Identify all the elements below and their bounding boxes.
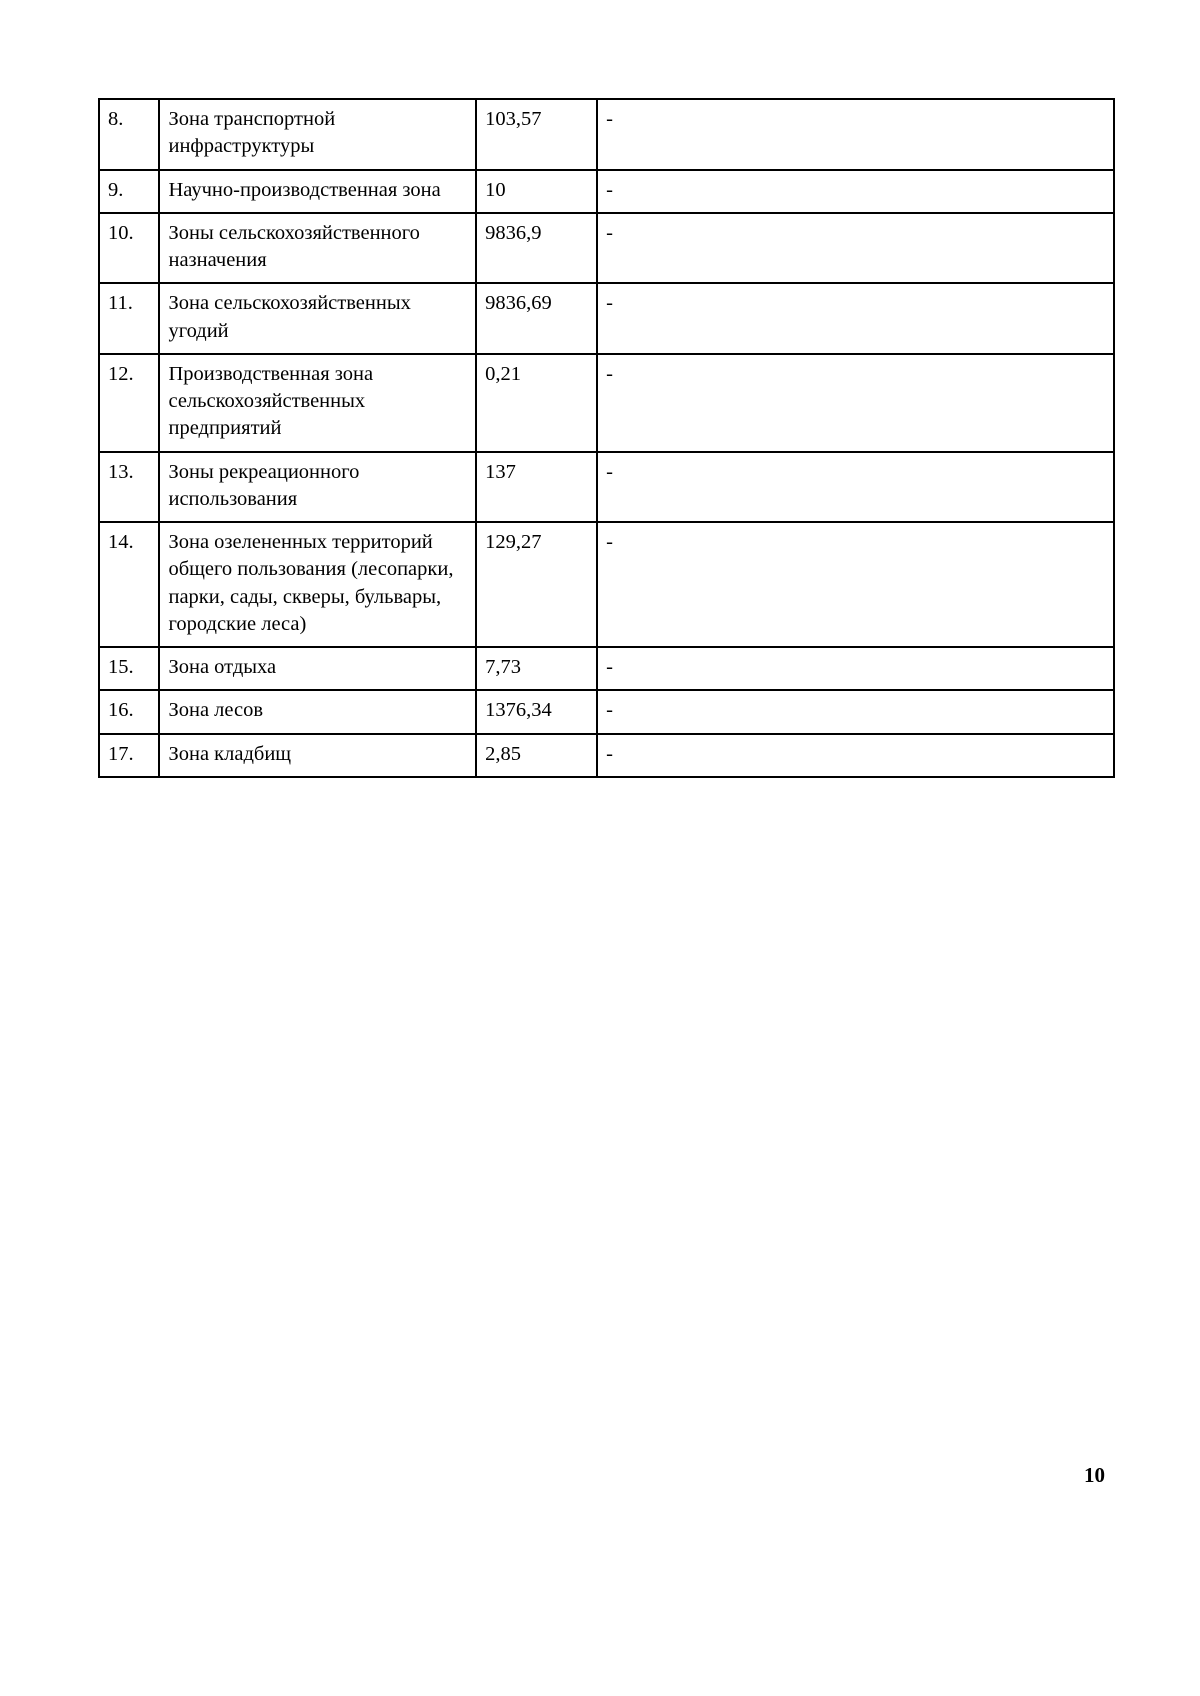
- row-note: -: [597, 213, 1114, 284]
- row-value: 1376,34: [476, 690, 597, 733]
- row-number: 10.: [99, 213, 159, 284]
- row-number: 9.: [99, 170, 159, 213]
- row-number: 12.: [99, 354, 159, 452]
- row-number: 13.: [99, 452, 159, 523]
- row-name: Научно-производственная зона: [159, 170, 476, 213]
- row-name: Зона сельскохозяйственных угодий: [159, 283, 476, 354]
- row-note: -: [597, 690, 1114, 733]
- row-name: Зона кладбищ: [159, 734, 476, 777]
- row-note: -: [597, 283, 1114, 354]
- table-row: [99, 354, 1114, 452]
- zones-table-body: [99, 99, 1114, 777]
- row-number: 16.: [99, 690, 159, 733]
- row-value: 10: [476, 170, 597, 213]
- row-note: -: [597, 452, 1114, 523]
- table-row: [99, 170, 1114, 213]
- row-name: Зоны рекреационного использования: [159, 452, 476, 523]
- row-value: 7,73: [476, 647, 597, 690]
- row-name: Зона транспортной инфраструктуры: [159, 99, 476, 170]
- row-value: 2,85: [476, 734, 597, 777]
- row-note: -: [597, 99, 1114, 170]
- row-note: -: [597, 170, 1114, 213]
- row-name: Зоны сельскохозяйственного назначения: [159, 213, 476, 284]
- row-name: Зона озелененных территорий общего пользования (лесопарки, парки, сады, скверы, бульвары, городские леса): [159, 522, 476, 647]
- table-row: [99, 522, 1114, 647]
- table-row: [99, 647, 1114, 690]
- zones-table: [98, 98, 1115, 778]
- row-name: Зона отдыха: [159, 647, 476, 690]
- row-name: Производственная зона сельскохозяйственных предприятий: [159, 354, 476, 452]
- row-number: 11.: [99, 283, 159, 354]
- table-row: [99, 99, 1114, 170]
- table-row: [99, 213, 1114, 284]
- row-number: 14.: [99, 522, 159, 647]
- row-value: 137: [476, 452, 597, 523]
- row-note: -: [597, 647, 1114, 690]
- row-note: -: [597, 522, 1114, 647]
- table-row: [99, 734, 1114, 777]
- row-number: 17.: [99, 734, 159, 777]
- page-number: 10: [1084, 1463, 1105, 1487]
- row-note: -: [597, 734, 1114, 777]
- row-value: 103,57: [476, 99, 597, 170]
- row-number: 15.: [99, 647, 159, 690]
- row-value: 9836,69: [476, 283, 597, 354]
- row-value: 9836,9: [476, 213, 597, 284]
- table-row: [99, 283, 1114, 354]
- row-note: -: [597, 354, 1114, 452]
- row-number: 8.: [99, 99, 159, 170]
- row-value: 0,21: [476, 354, 597, 452]
- row-value: 129,27: [476, 522, 597, 647]
- table-row: [99, 452, 1114, 523]
- table-row: [99, 690, 1114, 733]
- row-name: Зона лесов: [159, 690, 476, 733]
